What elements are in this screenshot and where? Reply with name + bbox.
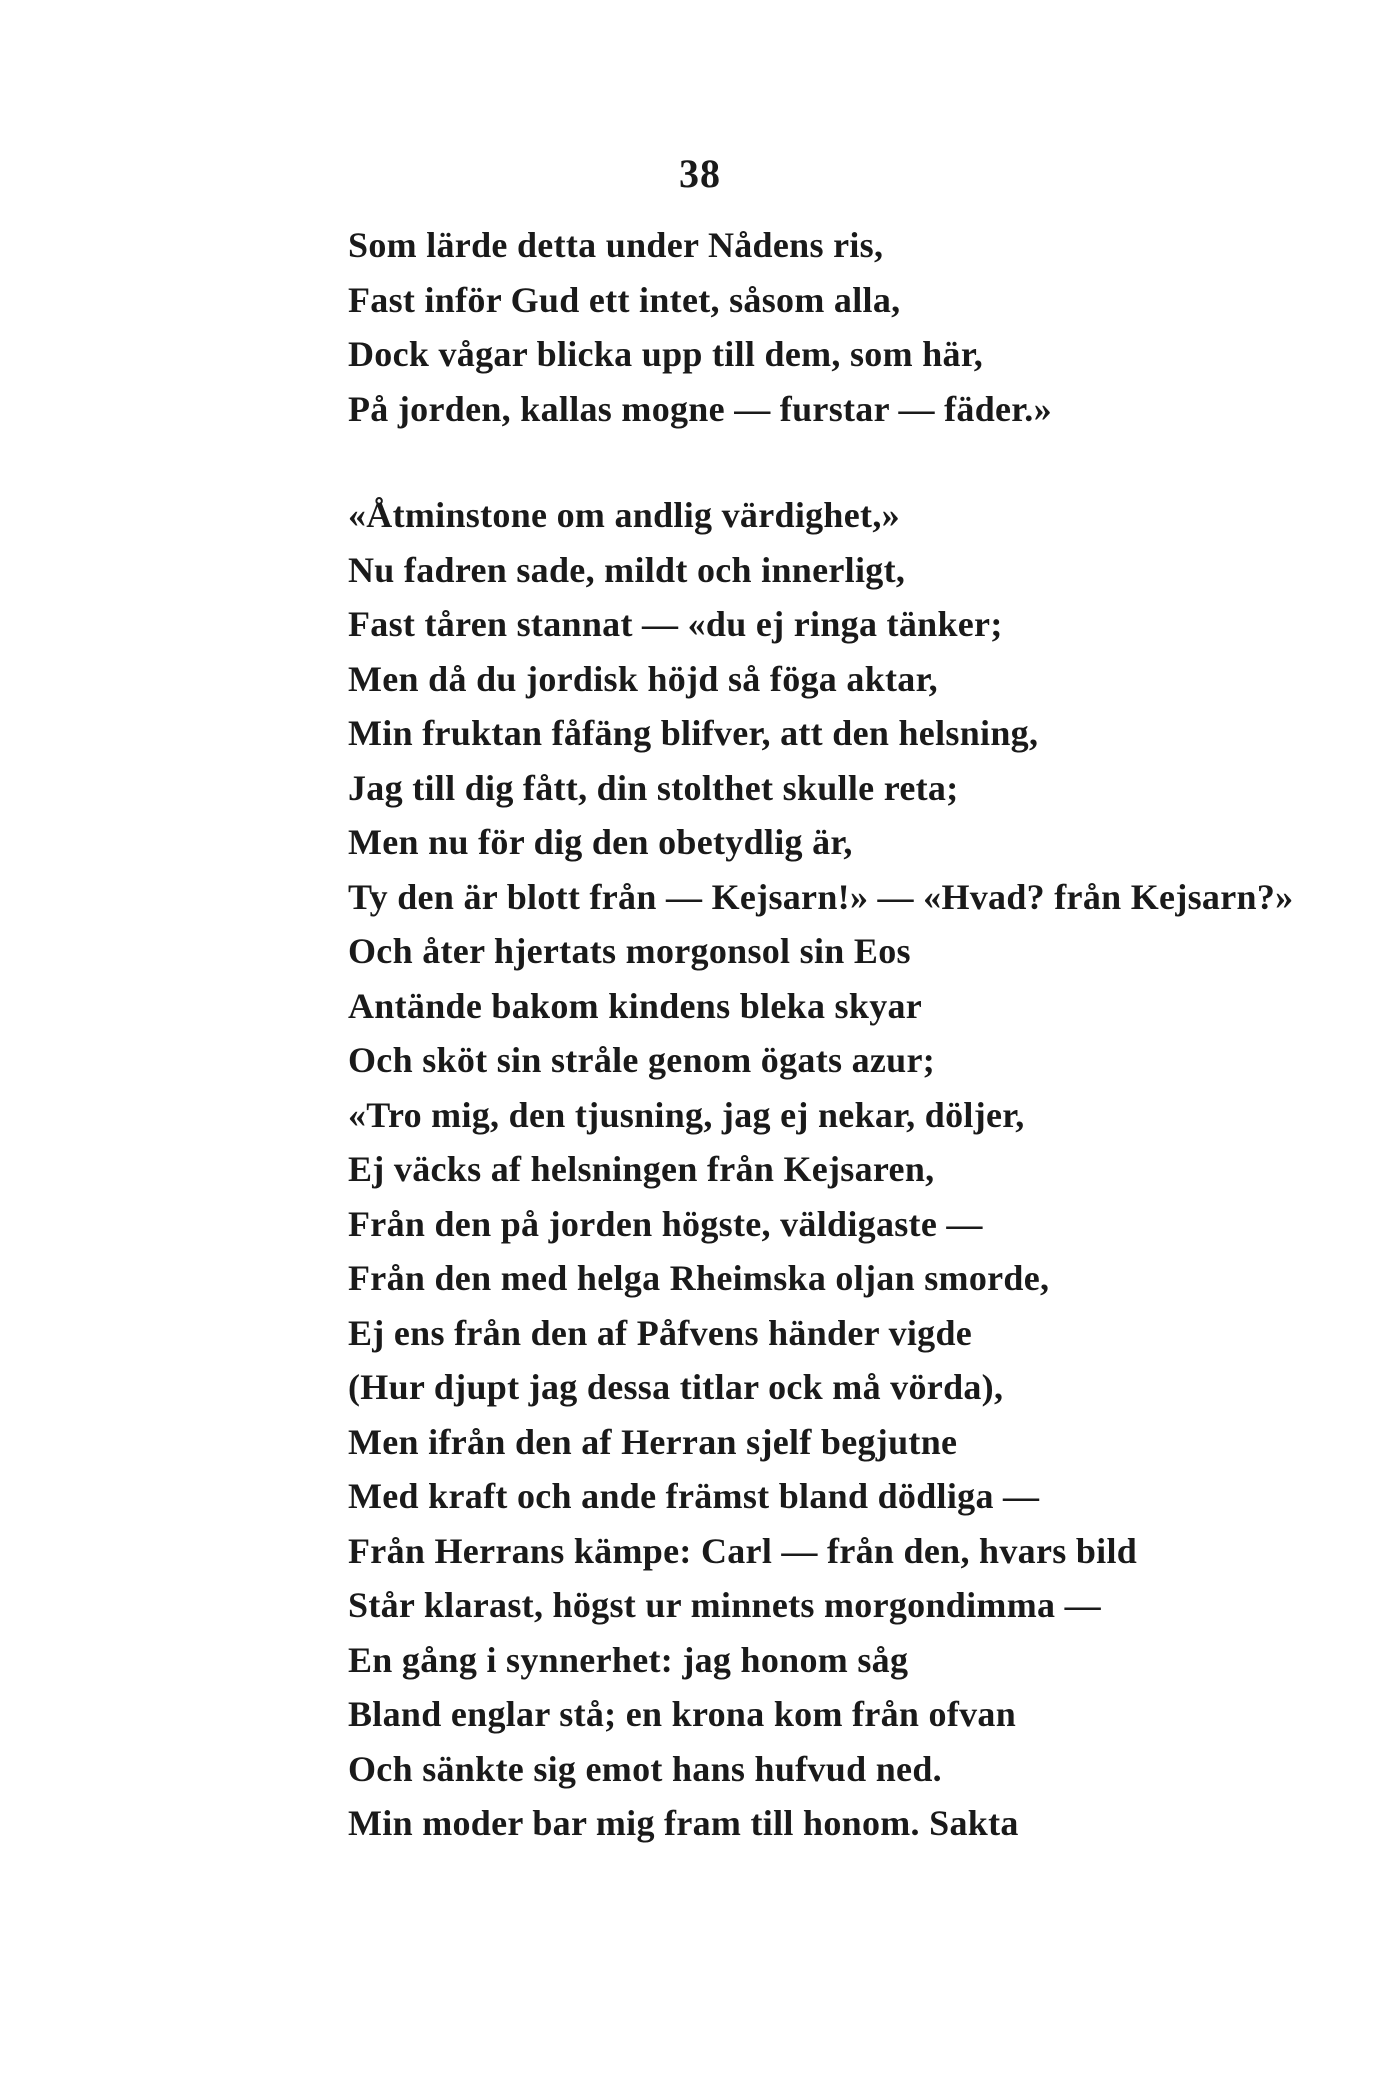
verse-line: «Åtminstone om andlig värdighet,»: [348, 495, 900, 535]
verse-line: Ej väcks af helsningen från Kejsaren,: [348, 1149, 935, 1189]
page-number: 38: [679, 151, 721, 196]
verse-line: Dock vågar blicka upp till dem, som här,: [348, 334, 984, 374]
verse-line: Från den på jorden högste, väldigaste —: [348, 1203, 983, 1244]
verse-line: En gång i synnerhet: jag honom såg: [348, 1639, 909, 1680]
verse-line: Från Herrans kämpe: Carl — från den, hvars bild: [348, 1530, 1138, 1571]
verse-line: Bland englar stå; en krona kom från ofvan: [348, 1694, 1017, 1734]
stanza-2: [348, 488, 1348, 1851]
verse-line: Nu fadren sade, mildt och innerligt,: [348, 549, 906, 590]
verse-line: Och åter hjertats morgonsol sin Eos: [348, 931, 911, 971]
stanza-1: [348, 218, 1348, 436]
verse-line: Men ifrån den af Herran sjelf begjutne: [348, 1421, 958, 1462]
verse-line: På jorden, kallas mogne — furstar — fäder.»: [348, 388, 1052, 429]
verse-line: Från den med helga Rheimska oljan smorde,: [348, 1258, 1050, 1298]
verse-line: Ej ens från den af Påfvens händer vigde: [348, 1312, 973, 1353]
verse-line: Står klarast, högst ur minnets morgondimma —: [348, 1585, 1101, 1625]
verse-line: Min moder bar mig fram till honom. Sakta: [348, 1803, 1019, 1843]
verse-line: Jag till dig fått, din stolthet skulle reta;: [348, 767, 959, 808]
verse-line: Antände bakom kindens bleka skyar: [348, 985, 923, 1026]
verse-line: Fast inför Gud ett intet, såsom alla,: [348, 279, 901, 320]
verse-line: Fast tåren stannat — «du ej ringa tänker;: [348, 604, 1003, 644]
verse-line: (Hur djupt jag dessa titlar ock må vörda),: [348, 1367, 1004, 1407]
verse-line: «Tro mig, den tjusning, jag ej nekar, döljer,: [348, 1094, 1025, 1135]
verse-line: Ty den är blott från — Kejsarn!» — «Hvad? från Kejsarn?»: [348, 876, 1294, 917]
verse-line: Som lärde detta under Nådens ris,: [348, 225, 884, 265]
verse-line: Men nu för dig den obetydlig är,: [348, 822, 853, 862]
verse-line: Och sänkte sig emot hans hufvud ned.: [348, 1748, 942, 1789]
verse-line: Men då du jordisk höjd så föga aktar,: [348, 658, 938, 699]
verse-line: Med kraft och ande främst bland dödliga —: [348, 1476, 1040, 1516]
verse-line: Min fruktan fåfäng blifver, att den helsning,: [348, 713, 1039, 753]
verse-line: Och sköt sin stråle genom ögats azur;: [348, 1040, 936, 1080]
